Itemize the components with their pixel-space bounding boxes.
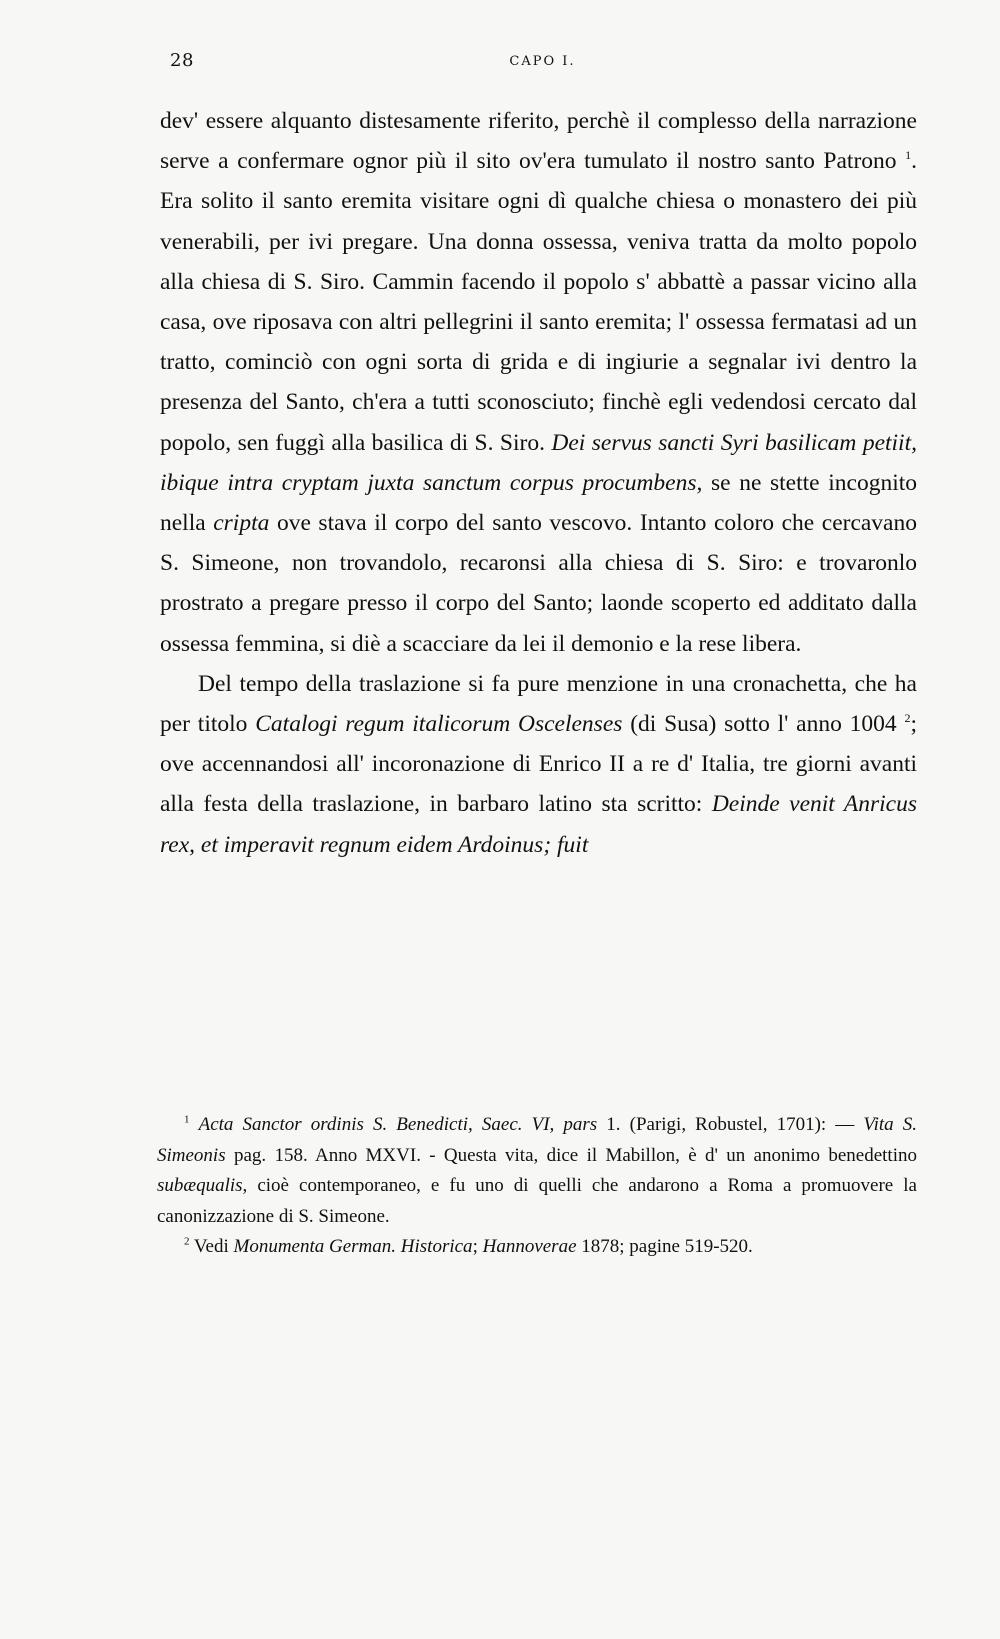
latin-quotation: Deinde venit Anricus rex, et imperavit regnum eidem Ardoinus; fuit bbox=[160, 791, 917, 858]
chronicle-title: Catalogi regum italicorum Oscelenses bbox=[255, 711, 623, 738]
text-run: . Era solito il santo eremita visitare ogni dì qualche chiesa o monastero dei più venerabili, per ivi pregare. Una donna ossessa, veniva tratta da molto popolo alla chiesa di S. Siro. Cammin facendo il popolo s' abbattè a passar vicino alla casa, ove riposava con altri pellegrini il santo eremita; l' ossessa fermatasi ad un tratto, cominciò con ogni sorta di grida e di ingiurie a segnalar ivi dentro la presenza del Santo, ch'era a tutti sconosciuto; finchè egli vedendosi cercato dal popolo, sen fuggì alla basilica di S. Siro. bbox=[160, 148, 917, 456]
text-run: pag. 158. Anno MXVI. - Questa vita, dice il Mabillon, è d' un anonimo benedettino bbox=[225, 1144, 917, 1166]
text-run: Del tempo della traslazione si fa pure menzione in una cronachetta, che ha per titolo bbox=[160, 670, 917, 738]
citation-title: Acta Sanctor ordinis S. Benedicti, Saec. VI, pars bbox=[198, 1114, 598, 1135]
text-run: dev' essere alquanto distesamente riferito, perchè il complesso della narrazione serve a confermare ognor più il sito ov'era tumulato il nostro santo Patrono bbox=[160, 108, 917, 175]
text-run: ; ove accennandosi all' incoronazione di Enrico II a re d' Italia, tre giorni avanti alla festa della traslazione, in barbaro latino sta scritto: bbox=[160, 711, 917, 818]
text-run: 1. (Parigi, Robustel, 1701): — bbox=[597, 1114, 864, 1135]
text-run: 1878; pagine 519-520. bbox=[576, 1236, 753, 1258]
running-head: CAPO I. bbox=[509, 54, 576, 69]
text-run: (di Susa) sotto l' anno 1004 bbox=[622, 711, 905, 738]
text-run: Vedi bbox=[193, 1236, 234, 1258]
footnotes bbox=[157, 1110, 917, 1263]
footnote-mark: 1 bbox=[184, 1113, 190, 1126]
footnote-2 bbox=[157, 1232, 917, 1263]
main-text bbox=[160, 101, 917, 865]
footnote-1 bbox=[157, 1110, 917, 1232]
paragraph-1 bbox=[160, 101, 917, 664]
page-number: 28 bbox=[170, 50, 194, 71]
text-run: ; bbox=[472, 1236, 483, 1258]
text-run: ove stava il corpo del santo vescovo. Intanto coloro che cercavano S. Simeone, non trovandolo, recaronsi alla chiesa di S. Siro: e trovaronlo prostrato a pregare presso il corpo del Santo; laonde scoperto ed additato dalla ossessa femmina, si diè a scacciare da lei il demonio e la rese libera. bbox=[160, 510, 917, 657]
citation-title: Monumenta German. Historica bbox=[233, 1236, 473, 1258]
italic-term: subæqualis bbox=[157, 1175, 243, 1197]
page-header bbox=[165, 50, 920, 80]
footnote-reference-2: 2 bbox=[904, 711, 911, 726]
citation-place: Hannoverae bbox=[482, 1236, 577, 1258]
text-run: se ne stette incognito nella bbox=[160, 469, 917, 537]
italic-term: cripta bbox=[213, 510, 270, 537]
citation-title: Vita S. Simeonis bbox=[157, 1114, 917, 1166]
latin-quotation: Dei servus sancti Syri basilicam petiit, ibique intra cryptam juxta sanctum corpus procumbens, bbox=[160, 429, 917, 496]
text-run: , cioè contemporaneo, e fu uno di quelli che andarono a Roma a promuovere la canonizzazione di S. Simeone. bbox=[157, 1175, 917, 1227]
paragraph-2 bbox=[160, 664, 917, 865]
footnote-reference-1: 1 bbox=[905, 148, 912, 163]
footnote-mark: 2 bbox=[184, 1236, 190, 1249]
